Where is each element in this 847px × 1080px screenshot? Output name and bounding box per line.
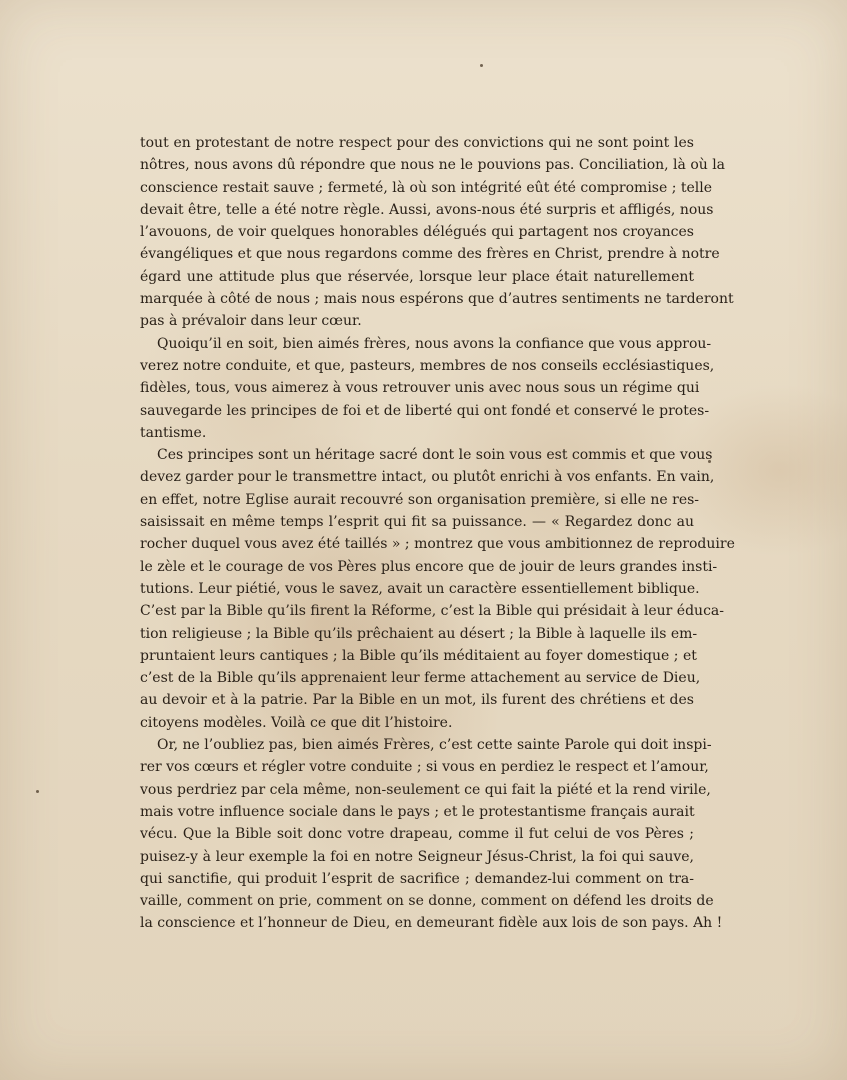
text-line: Quoiqu’il en soit, bien aimés frères, nous avons la confiance que vous approu- bbox=[157, 335, 712, 352]
ink-fleck bbox=[36, 790, 39, 793]
text-line: conscience restait sauve ; fermeté, là où son intégrité eût été compromise ; telle bbox=[140, 179, 713, 196]
text-line: Or, ne l’oubliez pas, bien aimés Frères, c’est cette sainte Parole qui doit inspi- bbox=[157, 737, 712, 754]
text-line: saisissait en même temps l’esprit qui fit sa puissance. — « Regardez donc au bbox=[140, 514, 694, 531]
text-line: tutions. Leur piétié, vous le savez, avait un caractère essentiellement biblique. bbox=[140, 580, 700, 597]
text-line: puisez-y à leur exemple la foi en notre Seigneur Jésus-Christ, la foi qui sauve, bbox=[140, 848, 694, 865]
text-line: vous perdriez par cela même, non-seulement ce qui fait la piété et la rend virile, bbox=[140, 781, 711, 798]
text-line: devez garder pour le transmettre intact, ou plutôt enrichi à vos enfants. En vain, bbox=[140, 469, 715, 486]
text-line: tantisme. bbox=[140, 424, 207, 441]
text-line: C’est par la Bible qu’ils firent la Réforme, c’est la Bible qui présidait à leur éduca- bbox=[140, 603, 724, 620]
text-line: sauvegarde les principes de foi et de liberté qui ont fondé et conservé le protes- bbox=[140, 402, 710, 419]
text-line: marquée à côté de nous ; mais nous espérons que d’autres sentiments ne tarderont bbox=[140, 291, 734, 308]
text-line: le zèle et le courage de vos Pères plus encore que de jouir de leurs grandes insti- bbox=[140, 558, 718, 575]
body-text bbox=[140, 132, 735, 935]
text-line: fidèles, tous, vous aimerez à vous retrouver unis avec nous sous un régime qui bbox=[140, 380, 700, 397]
paragraph-4 bbox=[140, 734, 723, 935]
text-line: au devoir et à la patrie. Par la Bible en un mot, ils furent des chrétiens et des bbox=[140, 692, 694, 709]
text-line: l’avouons, de voir quelques honorables délégués qui partagent nos croyances bbox=[140, 224, 694, 241]
text-line: pruntaient leurs cantiques ; la Bible qu’ils méditaient au foyer domestique ; et bbox=[140, 647, 697, 664]
text-line: pas à prévaloir dans leur cœur. bbox=[140, 313, 362, 330]
text-line: verez notre conduite, et que, pasteurs, membres de nos conseils ecclésiastiques, bbox=[140, 357, 715, 374]
text-line: rocher duquel vous avez été taillés » ; montrez que vous ambitionnez de reproduire bbox=[140, 536, 735, 553]
text-line: c’est de la Bible qu’ils apprenaient leur ferme attachement au service de Dieu, bbox=[140, 670, 701, 687]
text-line: tout en protestant de notre respect pour des convictions qui ne sont point les bbox=[140, 135, 694, 151]
text-line: mais votre influence sociale dans le pays ; et le protestantisme français aurait bbox=[140, 803, 695, 820]
text-line: qui sanctifie, qui produit l’esprit de sacrifice ; demandez-lui comment on tra- bbox=[140, 870, 694, 887]
text-line: nôtres, nous avons dû répondre que nous ne le pouvions pas. Conciliation, là où la bbox=[140, 157, 726, 174]
paragraph-2 bbox=[140, 333, 715, 444]
text-line: la conscience et l’honneur de Dieu, en demeurant fidèle aux lois de son pays. Ah ! bbox=[140, 915, 723, 932]
text-line: vaille, comment on prie, comment on se donne, comment on défend les droits de bbox=[140, 893, 714, 910]
text-line: devait être, telle a été notre règle. Aussi, avons-nous été surpris et affligés, nous bbox=[140, 201, 714, 218]
text-line: en effet, notre Eglise aurait recouvré son organisation première, si elle ne res- bbox=[140, 491, 700, 508]
paragraph-1 bbox=[140, 132, 734, 333]
text-line: citoyens modèles. Voilà ce que dit l’histoire. bbox=[140, 714, 453, 731]
text-line: égard une attitude plus que réservée, lorsque leur place était naturellement bbox=[140, 268, 694, 285]
text-line: Ces principes sont un héritage sacré dont le soin vous est commis et que vous bbox=[157, 447, 713, 464]
text-line: tion religieuse ; la Bible qu’ils prêchaient au désert ; la Bible à laquelle ils em- bbox=[140, 625, 698, 642]
ink-fleck bbox=[480, 64, 483, 67]
paragraph-3 bbox=[140, 444, 735, 734]
text-line: évangéliques et que nous regardons comme des frères en Christ, prendre à notre bbox=[140, 246, 720, 263]
text-line: vécu. Que la Bible soit donc votre drapeau, comme il fut celui de vos Pères ; bbox=[140, 826, 694, 843]
text-line: rer vos cœurs et régler votre conduite ; si vous en perdiez le respect et l’amour, bbox=[140, 759, 709, 776]
